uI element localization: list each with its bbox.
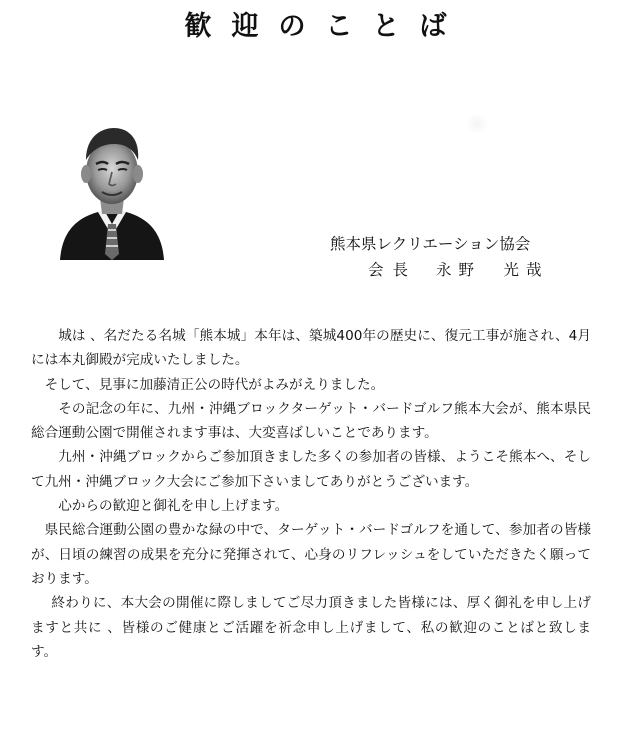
organization-name: 熊本県レクリエーション協会 (330, 235, 531, 253)
speaker-line (330, 257, 548, 283)
welcome-message-body (31, 324, 591, 664)
paragraph: その記念の年に、九州・沖縄ブロックターゲット・バードゴルフ熊本大会が、熊本県民総合運動公園で開催されます事は、大変喜ばしいことであります。 (31, 400, 591, 442)
page-title: 歓迎のことば (184, 11, 467, 42)
paragraph: 県民総合運動公園の豊かな緑の中で、ターゲット・バードゴルフを通して、参加者の皆様が、日頃の練習の成果を充分に発揮されて、心身のリフレッシュをしていただきたく願っております。 (31, 522, 591, 587)
speaker-role: 会長 (368, 261, 418, 279)
paragraph: 終わりに、本大会の開催に際しましてご尽力頂きました皆様には、厚く御礼を申し上げますと共に 、皆様のご健康とご活躍を祈念申し上げまして、私の歓迎のことばと致します。 (31, 595, 591, 660)
paragraph: 心からの歓迎と御礼を申し上げます。 (58, 498, 289, 515)
speaker-name: 永野 光哉 (435, 261, 549, 279)
paragraph: 城は 、名だたる名城「熊本城」本年は、築城400年の歴史に、復元工事が施され、4月には本丸御殿が完成いたしました。 (31, 328, 591, 369)
scan-speck (466, 113, 488, 135)
speaker-affiliation (330, 231, 548, 283)
paragraph: そして、見事に加藤清正公の時代がよみがえりました。 (44, 376, 385, 393)
person-portrait-icon (58, 120, 166, 260)
paragraph: 九州・沖縄ブロックからご参加頂きました多くの参加者の皆様、ようこそ熊本へ、そして九州・沖縄ブロック大会にご参加下さいましてありがとうございます。 (31, 449, 591, 490)
